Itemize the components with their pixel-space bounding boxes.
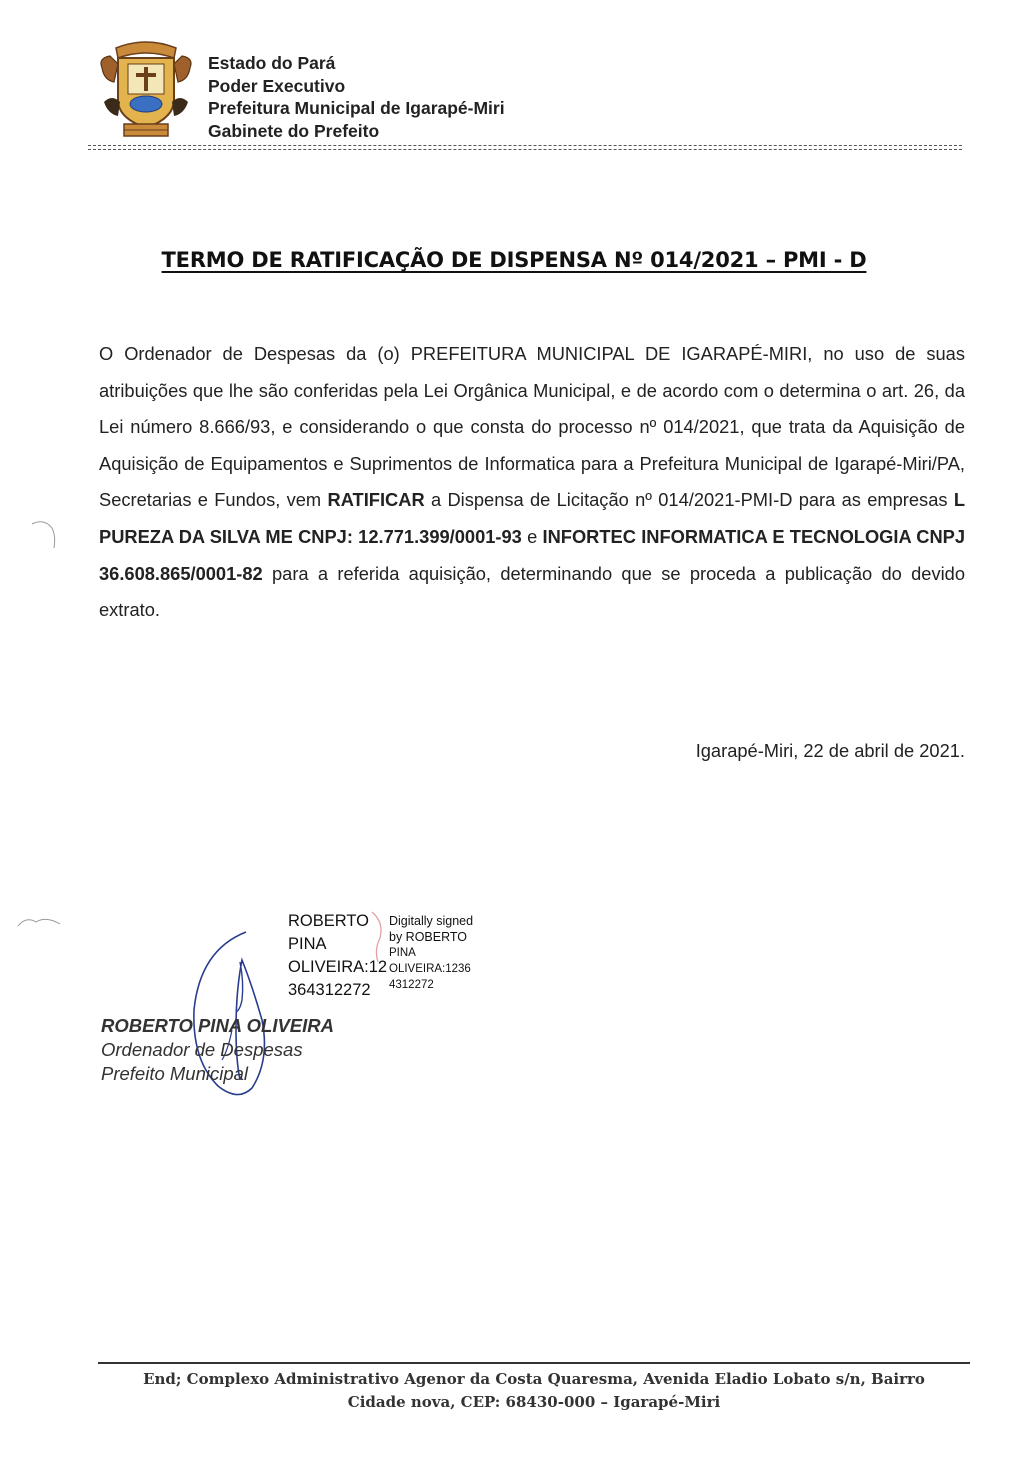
signer-block: [101, 1014, 334, 1086]
footer-line: End; Complexo Administrativo Agenor da Costa Quaresma, Avenida Eladio Lobato s/n, Bairro: [143, 1370, 925, 1388]
body-connector: e: [521, 525, 543, 547]
signer-title: Prefeito Municipal: [101, 1063, 249, 1084]
header-block: [208, 52, 505, 142]
municipal-crest-icon: [98, 38, 194, 142]
footer-divider: [98, 1362, 970, 1364]
sig-name-line: OLIVEIRA:12: [288, 958, 388, 976]
body-company-1: L PUREZA DA SILVA ME CNPJ: 12.771.399/0001-93: [99, 489, 965, 547]
sig-name-line: ROBERTO: [288, 912, 369, 930]
document-title: TERMO DE RATIFICAÇÃO DE DISPENSA Nº 014/2021 – PMI - D: [161, 248, 867, 272]
header-divider: [88, 145, 962, 150]
footer-address: [98, 1368, 970, 1414]
digital-signature-details: [389, 913, 473, 993]
header-office: Gabinete do Prefeito: [208, 120, 380, 141]
body-paragraph-closing: para a referida aquisição, determinando que se proceda a publicação do devido extrato.: [99, 562, 965, 621]
header-state: Estado do Pará: [208, 53, 336, 73]
document-body: [99, 336, 965, 629]
sig-name-line: 364312272: [288, 981, 371, 999]
body-paragraph-intro: O Ordenador de Despesas da (o) PREFEITURA MUNICIPAL DE IGARAPÉ-MIRI, no uso de suas atribuições que lhe são conferidas pela Lei Orgânica Municipal, e de acordo com o determina o art. 26, da Lei número 8.666/93, e considerando o que consta do processo nº 014/2021, que trata da Aquisição de Aquisição de Equipamentos e Suprimentos de Informatica para a Prefeitura Municipal de Igarapé-Miri/PA, Secretarias e Fundos, vem: [99, 343, 965, 511]
body-company-2: INFORTEC INFORMATICA E TECNOLOGIA CNPJ 36.608.865/0001-82: [99, 525, 966, 584]
sig-detail-line: PINA: [389, 947, 416, 959]
sig-name-line: PINA: [288, 935, 327, 953]
header-prefecture: Prefeitura Municipal de Igarapé-Miri: [208, 98, 505, 118]
footer-line: Cidade nova, CEP: 68430-000 – Igarapé-Miri: [347, 1393, 721, 1411]
body-ratificar: RATIFICAR: [327, 489, 425, 511]
body-paragraph-dispensa: a Dispensa de Licitação nº 014/2021-PMI-D para as empresas: [424, 489, 954, 511]
scan-mark-icon: [16, 912, 66, 942]
sig-detail-line: Digitally signed: [389, 914, 474, 928]
digital-signature-name: [288, 910, 387, 1002]
document-date: Igarapé-Miri, 22 de abril de 2021.: [695, 740, 965, 761]
signer-name: ROBERTO PINA OLIVEIRA: [101, 1015, 334, 1036]
header-executive: Poder Executivo: [208, 75, 346, 96]
scan-mark-icon: [30, 518, 70, 558]
signer-role: Ordenador de Despesas: [101, 1039, 303, 1060]
sig-detail-line: OLIVEIRA:1236: [389, 963, 471, 975]
sig-detail-line: by ROBERTO: [389, 930, 468, 944]
sig-detail-line: 4312272: [389, 979, 434, 991]
